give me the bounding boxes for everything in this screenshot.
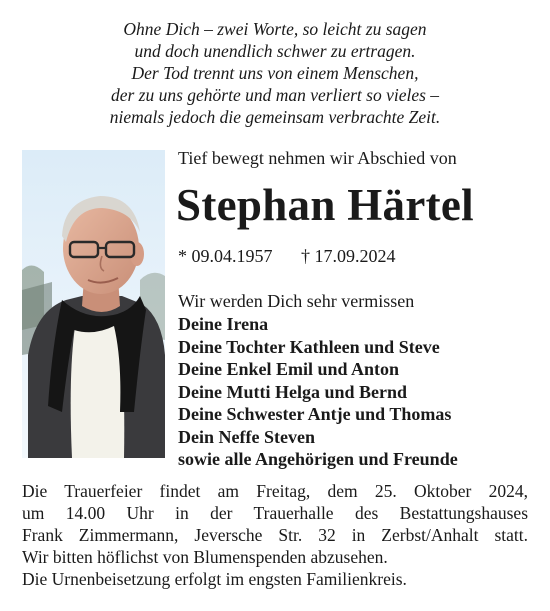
poem-line: niemals jedoch die gemeinsam verbrachte Zeit. <box>109 107 441 127</box>
funeral-notice <box>22 480 528 590</box>
poem-line: Der Tod trennt uns von einem Menschen, <box>131 63 419 83</box>
mourner-entry: Deine Enkel Emil und Anton <box>178 359 400 379</box>
memorial-poem <box>0 18 550 128</box>
poem-line: der zu uns gehörte und man verliert so vieles – <box>110 85 440 105</box>
notice-line: um 14.00 Uhr in der Trauerhalle des Bestattungshauses <box>22 503 528 523</box>
miss-line: Wir werden Dich sehr vermissen <box>178 291 415 311</box>
birth-date: * 09.04.1957 <box>178 246 273 266</box>
mourner-entry: Deine Irena <box>178 314 269 334</box>
mourners-list <box>178 313 458 471</box>
mourner-entry: Deine Tochter Kathleen und Steve <box>178 336 440 357</box>
mourner-entry: Deine Mutti Helga und Bernd <box>178 381 408 402</box>
mourner-entry: Dein Neffe Steven <box>178 426 315 447</box>
life-dates <box>178 245 396 267</box>
farewell-intro: Tief bewegt nehmen wir Abschied von <box>178 148 457 168</box>
mourner-entry: sowie alle Angehörigen und Freunde <box>178 449 458 469</box>
notice-line: Frank Zimmermann, Jeversche Str. 32 in Zerbst/Anhalt statt. <box>22 525 528 545</box>
mourner-entry: Deine Schwester Antje und Thomas <box>178 404 452 424</box>
notice-line: Wir bitten höflichst von Blumenspenden abzusehen. <box>22 547 388 567</box>
poem-line: Ohne Dich – zwei Worte, so leicht zu sagen <box>123 19 427 39</box>
notice-line: Die Trauerfeier findet am Freitag, dem 25. Oktober 2024, <box>22 481 528 501</box>
portrait-photo <box>22 150 165 458</box>
notice-line: Die Urnenbeisetzung erfolgt im engsten Familienkreis. <box>22 569 407 589</box>
deceased-name: Stephan Härtel <box>176 180 474 230</box>
portrait-illustration <box>22 150 165 458</box>
death-date: † 17.09.2024 <box>301 246 396 266</box>
poem-line: und doch unendlich schwer zu ertragen. <box>134 41 416 61</box>
